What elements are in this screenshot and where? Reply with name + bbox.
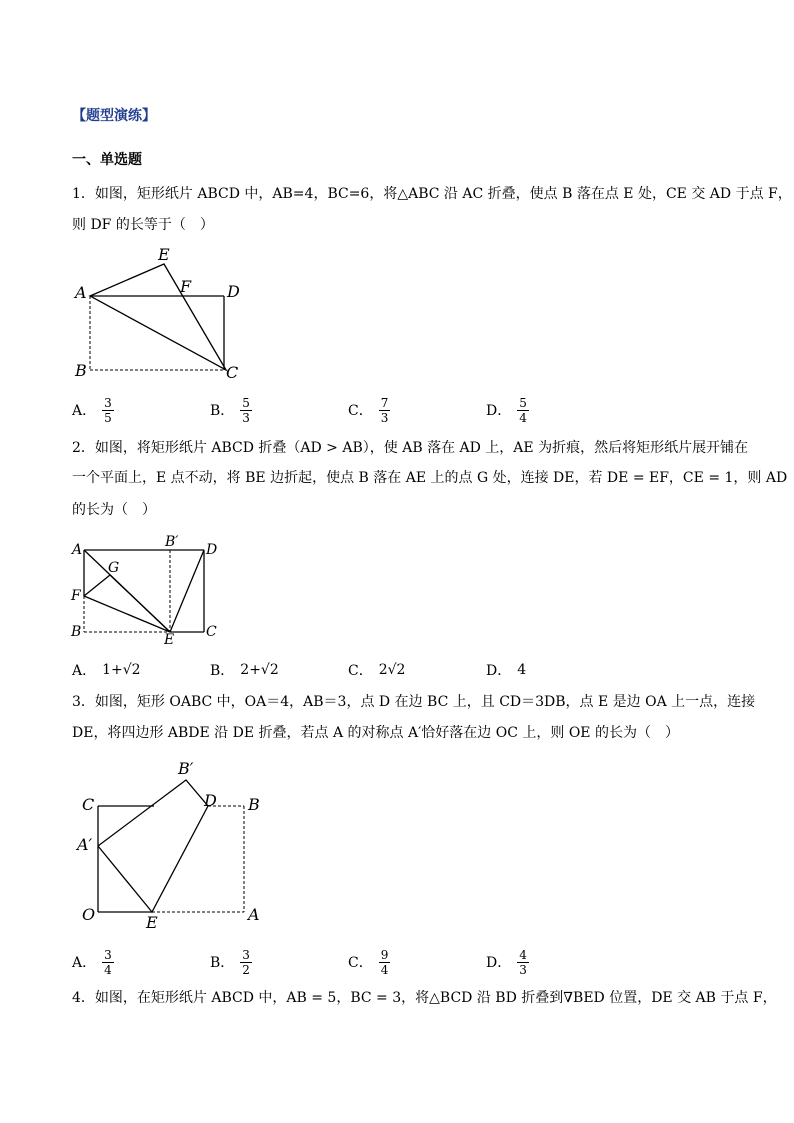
- q1-option-a: A． $\frac{3}{5}$: [72, 395, 112, 425]
- q3-label-D: D: [204, 791, 217, 810]
- q3-text-line2: DE，将四边形 ABDE 沿 DE 折叠，若点 A 的对称点 A′恰好落在边 OC 上，则 OE 的长为（ ）: [72, 725, 679, 741]
- q3-label-Ap: A′: [77, 835, 93, 854]
- q3-option-b: B． $\frac{3}{2}$: [210, 947, 250, 977]
- q3-option-c: C． $\frac{9}{4}$: [348, 947, 389, 977]
- q3-label-E: E: [146, 913, 158, 932]
- q1-label-C: C: [226, 363, 239, 382]
- q3-figure: [74, 754, 274, 934]
- q3-label-B: B: [248, 795, 260, 814]
- q1-label-A: A: [75, 283, 87, 302]
- q3-label-O: O: [82, 905, 96, 924]
- q2-label-A: A: [72, 542, 83, 558]
- q2-label-B: B: [71, 624, 82, 640]
- q2-text-line3: 的长为（ ）: [72, 502, 156, 518]
- q1-label-B: B: [75, 361, 87, 380]
- q4-text-line1: 4．如图，在矩形纸片 ABCD 中，AB = 5，BC = 3，将△BCD 沿 BD 折叠到∇BED 位置，DE 交 AB 于点 F，: [72, 990, 777, 1006]
- q1-label-E: E: [158, 245, 170, 264]
- q1-text-line2: 则 DF 的长等于（ ）: [72, 217, 214, 233]
- q2-text-line2: 一个平面上，E 点不动，将 BE 边折起，使点 B 落在 AE 上的点 G 处，连接 DE，若 DE = EF，CE = 1，则 AD: [72, 470, 788, 486]
- q2-label-C: C: [206, 624, 217, 640]
- q2-option-a: A． 1+√2: [72, 662, 141, 679]
- q3-text-line1: 3．如图，矩形 OABC 中，OA＝4，AB＝3，点 D 在边 BC 上，且 CD＝3DB，点 E 是边 OA 上一点，连接: [72, 694, 756, 710]
- q2-option-b: B． 2+√2: [210, 662, 279, 679]
- q1-label-D: D: [227, 282, 240, 301]
- q2-option-c: C． 2√2: [348, 662, 406, 679]
- q2-label-D: D: [206, 542, 218, 558]
- subsection-title: 一、单选题: [72, 152, 142, 168]
- q2-label-F: F: [71, 588, 81, 604]
- q1-figure: [70, 242, 260, 382]
- q3-option-a: A． $\frac{3}{4}$: [72, 947, 112, 977]
- q3-option-d: D． $\frac{4}{3}$: [486, 947, 527, 977]
- q2-text-line1: 2．如图，将矩形纸片 ABCD 折叠（AD > AB），使 AB 落在 AD 上，AE 为折痕，然后将矩形纸片展开铺在: [72, 440, 749, 456]
- q2-figure: [68, 534, 228, 644]
- q2-label-Bp: B′: [165, 534, 179, 550]
- q2-label-E: E: [164, 632, 175, 644]
- q1-option-c: C． $\frac{7}{3}$: [348, 395, 389, 425]
- q3-label-C: C: [82, 795, 95, 814]
- q1-text-line1: 1．如图，矩形纸片 ABCD 中，AB=4，BC=6，将△ABC 沿 AC 折叠，使点 B 落在点 E 处，CE 交 AD 于点 F，: [72, 186, 792, 202]
- q1-option-b: B． $\frac{5}{3}$: [210, 395, 250, 425]
- q1-label-F: F: [180, 277, 192, 296]
- q3-label-Bp: B′: [178, 759, 194, 778]
- section-heading: 【题型演练】: [72, 108, 156, 124]
- q2-label-G: G: [108, 560, 120, 576]
- q2-option-d: D． 4: [486, 662, 527, 679]
- q1-option-d: D． $\frac{5}{4}$: [486, 395, 527, 425]
- q3-label-A: A: [248, 905, 260, 924]
